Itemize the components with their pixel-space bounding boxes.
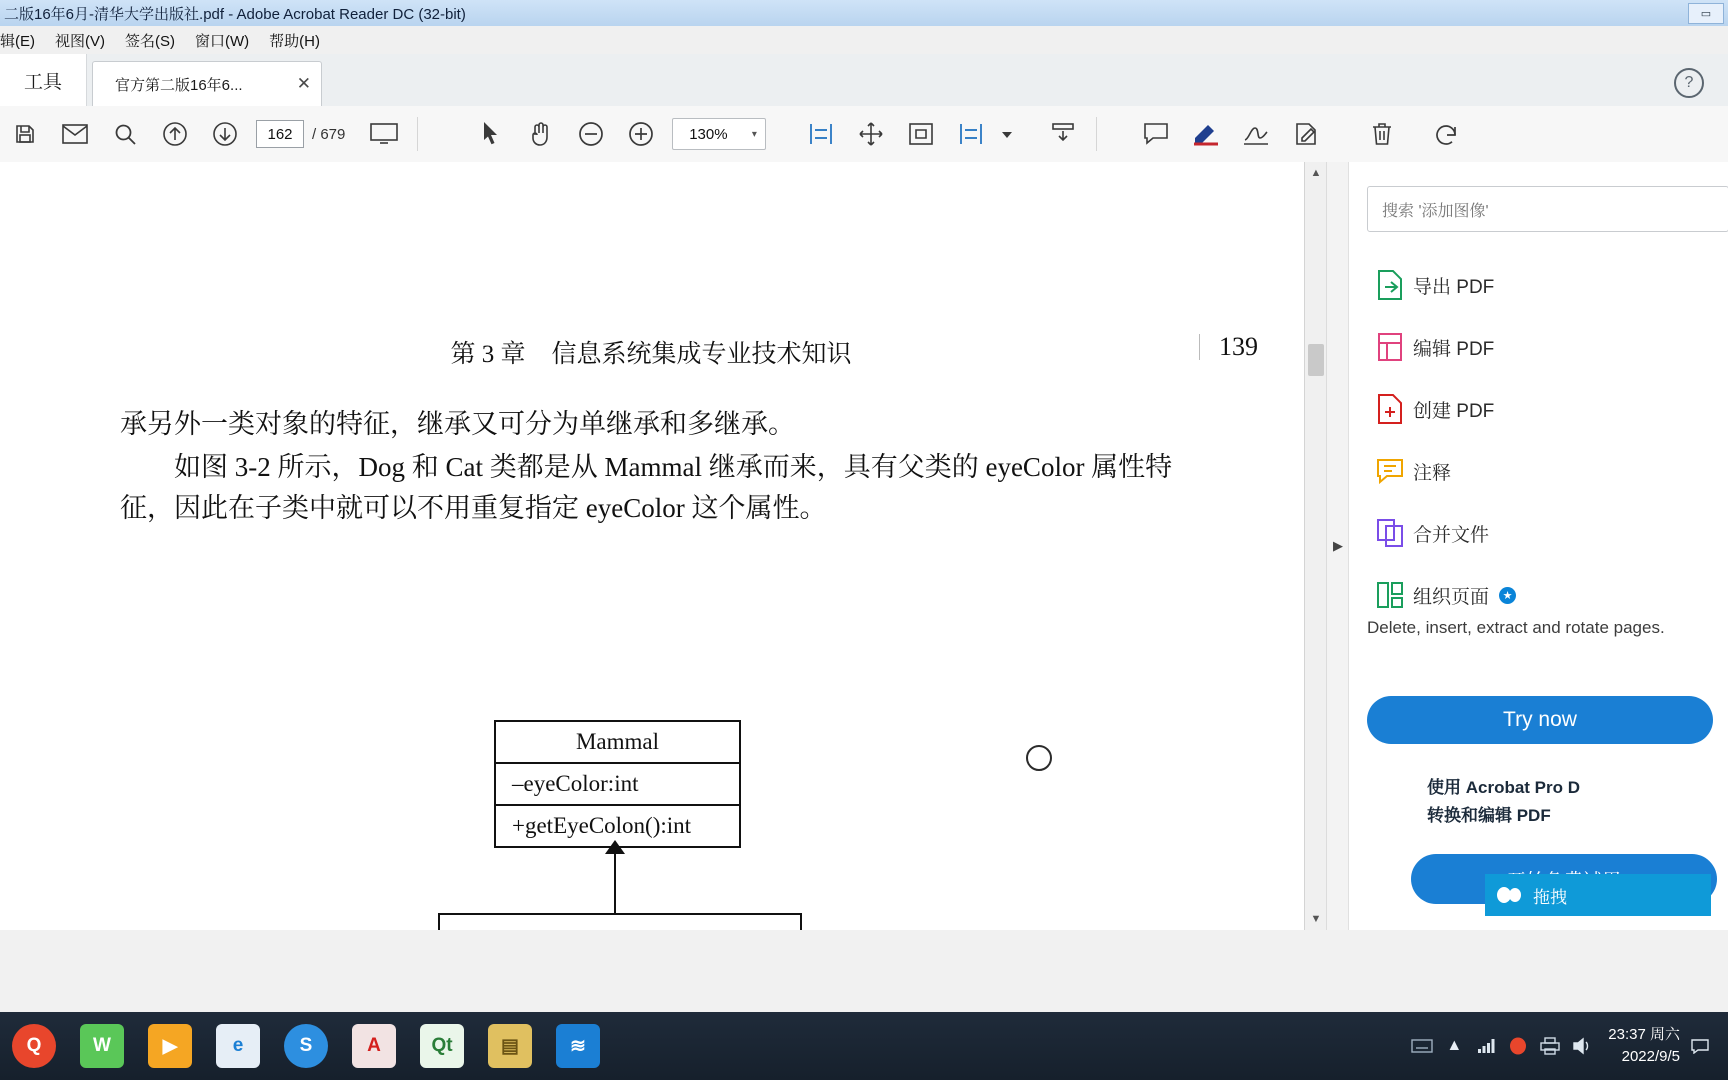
qq-tray-icon[interactable] <box>1502 1012 1534 1080</box>
media-player-icon: ▶ <box>148 1024 192 1068</box>
clock-date: 2022/9/5 <box>1621 1048 1680 1065</box>
menu-bar <box>0 26 1728 55</box>
scroll-down-icon[interactable]: ▼ <box>1305 908 1327 930</box>
toolbar <box>0 106 1728 163</box>
page-number-input[interactable]: 162 <box>256 120 304 148</box>
tab-strip <box>0 54 1728 107</box>
app-icon: ≋ <box>556 1024 600 1068</box>
tool-organize-pages-label: 组织页面 <box>1413 586 1490 608</box>
highlight-icon[interactable] <box>1181 110 1231 158</box>
previous-page-icon[interactable] <box>150 110 200 158</box>
taskbar-media-player[interactable] <box>136 1012 204 1080</box>
menu-item-view[interactable]: 视图(V) <box>55 32 105 50</box>
next-page-icon[interactable] <box>200 110 250 158</box>
zoom-out-icon[interactable] <box>566 110 616 158</box>
toolbar-divider <box>417 117 418 151</box>
page-total-label: / 679 <box>312 125 346 143</box>
ie-browser-icon: e <box>216 1024 260 1068</box>
scroll-mode-icon[interactable] <box>946 110 996 158</box>
pdf-page <box>0 162 1310 930</box>
window-title: 二版16年6月-清华大学出版社.pdf - Adobe Acrobat Reader DC (32-bit) <box>4 5 466 23</box>
uml-mammal-method: +getEyeColon():int <box>512 813 692 838</box>
taskbar-sogou[interactable] <box>272 1012 340 1080</box>
tools-search-input[interactable]: 搜索 '添加图像' <box>1367 186 1728 232</box>
tools-list <box>1367 254 1717 626</box>
acrobat-reader-icon: A <box>352 1024 396 1068</box>
tool-combine-files[interactable] <box>1367 502 1717 564</box>
page-running-head <box>0 334 1310 370</box>
sogou-input-icon: S <box>284 1024 328 1068</box>
tools-tab[interactable]: 工具 <box>0 54 87 106</box>
zoom-in-icon[interactable] <box>616 110 666 158</box>
read-mode-icon[interactable] <box>359 110 409 158</box>
uml-mammal-attribute: –eyeColor:int <box>496 764 739 806</box>
tool-edit-pdf[interactable] <box>1367 316 1717 378</box>
comment-icon <box>1367 452 1413 490</box>
action-center-icon[interactable] <box>1684 1012 1716 1080</box>
keyboard-icon[interactable] <box>1406 1012 1438 1080</box>
chevron-down-icon[interactable]: ▾ <box>751 128 757 140</box>
page-number-rule <box>1199 334 1200 360</box>
taskbar-acrobat[interactable] <box>340 1012 408 1080</box>
tool-export-pdf-label: 导出 PDF <box>1413 276 1495 298</box>
hand-tool-icon[interactable] <box>516 110 566 158</box>
clock-time: 23:37 周六 <box>1608 1026 1680 1043</box>
taskbar-file-explorer[interactable] <box>476 1012 544 1080</box>
taskbar-qq[interactable] <box>0 1012 68 1080</box>
taskbar-qt[interactable] <box>408 1012 476 1080</box>
volume-icon[interactable] <box>1566 1012 1598 1080</box>
organize-pages-icon <box>1367 576 1413 614</box>
undo-icon[interactable] <box>1421 110 1471 158</box>
tool-edit-pdf-label: 编辑 PDF <box>1413 338 1495 360</box>
uml-vline-dog <box>438 913 440 930</box>
menu-item-edit[interactable]: 辑(E) <box>0 32 35 50</box>
delete-icon[interactable] <box>1357 110 1407 158</box>
scroll-up-icon[interactable]: ▲ <box>1305 162 1327 184</box>
network-icon[interactable] <box>1470 1012 1502 1080</box>
toolbar-divider-2 <box>1096 117 1097 151</box>
tool-create-pdf[interactable] <box>1367 378 1717 440</box>
uml-diagram <box>0 552 1310 930</box>
tools-panel <box>1348 162 1728 930</box>
tool-create-pdf-label: 创建 PDF <box>1413 400 1495 422</box>
taskbar-ie-browser[interactable] <box>204 1012 272 1080</box>
qt-creator-icon: Qt <box>420 1024 464 1068</box>
qq-popup-icon <box>1485 874 1533 916</box>
tool-comment-label: 注释 <box>1413 462 1452 484</box>
show-hidden-icon[interactable]: ▲ <box>1446 1037 1463 1054</box>
document-tab-label: 官方第二版16年6... <box>115 77 243 94</box>
wechat-icon: W <box>80 1024 124 1068</box>
restore-button[interactable]: ▭ <box>1688 3 1724 24</box>
email-icon[interactable] <box>50 110 100 158</box>
title-bar <box>0 0 1728 27</box>
save-icon[interactable] <box>0 110 50 158</box>
signature-icon[interactable] <box>1231 110 1281 158</box>
promo-line-1: 使用 Acrobat Pro D <box>1427 778 1581 797</box>
uml-hline <box>438 913 802 915</box>
fill-sign-icon[interactable] <box>1281 110 1331 158</box>
combine-files-icon <box>1367 514 1413 552</box>
select-tool-icon[interactable] <box>466 110 516 158</box>
file-explorer-icon: ▤ <box>488 1024 532 1068</box>
document-tab[interactable] <box>92 61 322 107</box>
fit-page-icon[interactable] <box>896 110 946 158</box>
close-icon[interactable]: ✕ <box>296 74 311 93</box>
export-pdf-icon <box>1367 266 1413 304</box>
taskbar <box>0 1012 1728 1080</box>
page-head-chapter: 第 3 章 <box>450 341 526 368</box>
document-view[interactable] <box>0 162 1348 930</box>
window-controls <box>1688 3 1724 24</box>
promo-text <box>1427 774 1727 830</box>
fit-width-icon[interactable] <box>796 110 846 158</box>
tool-comment[interactable] <box>1367 440 1717 502</box>
system-tray <box>1406 1012 1728 1080</box>
search-icon[interactable] <box>100 110 150 158</box>
scrollbar-thumb[interactable] <box>1308 344 1324 376</box>
menu-item-window[interactable]: 窗口(W) <box>195 32 250 50</box>
promo-line-2: 转换和编辑 PDF <box>1427 806 1551 825</box>
taskbar-clock[interactable] <box>1598 1024 1684 1068</box>
panel-collapse-handle[interactable]: ▶ <box>1326 162 1349 930</box>
uml-vline-root <box>614 852 616 914</box>
tool-combine-files-label: 合并文件 <box>1413 524 1490 546</box>
page-thumbnail-icon[interactable] <box>1038 110 1088 158</box>
uml-class-mammal <box>494 720 741 848</box>
taskbar-wechat[interactable] <box>68 1012 136 1080</box>
page-head-title: 信息系统集成专业技术知识 <box>551 341 852 368</box>
tool-description: Delete, insert, extract and rotate pages. <box>1367 618 1665 637</box>
edit-pdf-icon <box>1367 328 1413 366</box>
organize-pages-badge: ★ <box>1499 587 1516 604</box>
pan-icon[interactable] <box>846 110 896 158</box>
zoom-level-value: 130% <box>689 125 728 143</box>
uml-mammal-name: Mammal <box>496 722 739 764</box>
annotation-cursor <box>1026 745 1052 771</box>
qq-popup-label: 拖拽 <box>1533 887 1567 907</box>
qq-drag-popup[interactable] <box>1485 874 1711 916</box>
printer-icon[interactable] <box>1534 1012 1566 1080</box>
taskbar-app[interactable] <box>544 1012 612 1080</box>
tool-export-pdf[interactable] <box>1367 254 1717 316</box>
page-printed-number: 139 <box>1219 332 1258 361</box>
comment-icon[interactable] <box>1131 110 1181 158</box>
paragraph-2: 如图 3-2 所示，Dog 和 Cat 类都是从 Mammal 继承而来，具有父类的 eyeColor 属性特征，因此在子类中就可以不用重复指定 eyeColor 这个属性。 <box>120 452 1173 523</box>
help-icon[interactable]: ? <box>1674 68 1704 98</box>
menu-item-sign[interactable]: 签名(S) <box>125 32 175 50</box>
uml-vline-cat <box>800 913 802 930</box>
scroll-mode-caret-icon[interactable] <box>996 110 1018 158</box>
try-now-button[interactable]: Try now <box>1367 696 1713 744</box>
qq-icon: Q <box>12 1024 56 1068</box>
document-scrollbar[interactable] <box>1304 162 1327 930</box>
zoom-level-select[interactable] <box>672 118 766 150</box>
paragraph-1: 承另外一类对象的特征，继承又可分为单继承和多继承。 <box>120 409 795 439</box>
menu-item-help[interactable]: 帮助(H) <box>269 32 320 50</box>
create-pdf-icon <box>1367 390 1413 428</box>
